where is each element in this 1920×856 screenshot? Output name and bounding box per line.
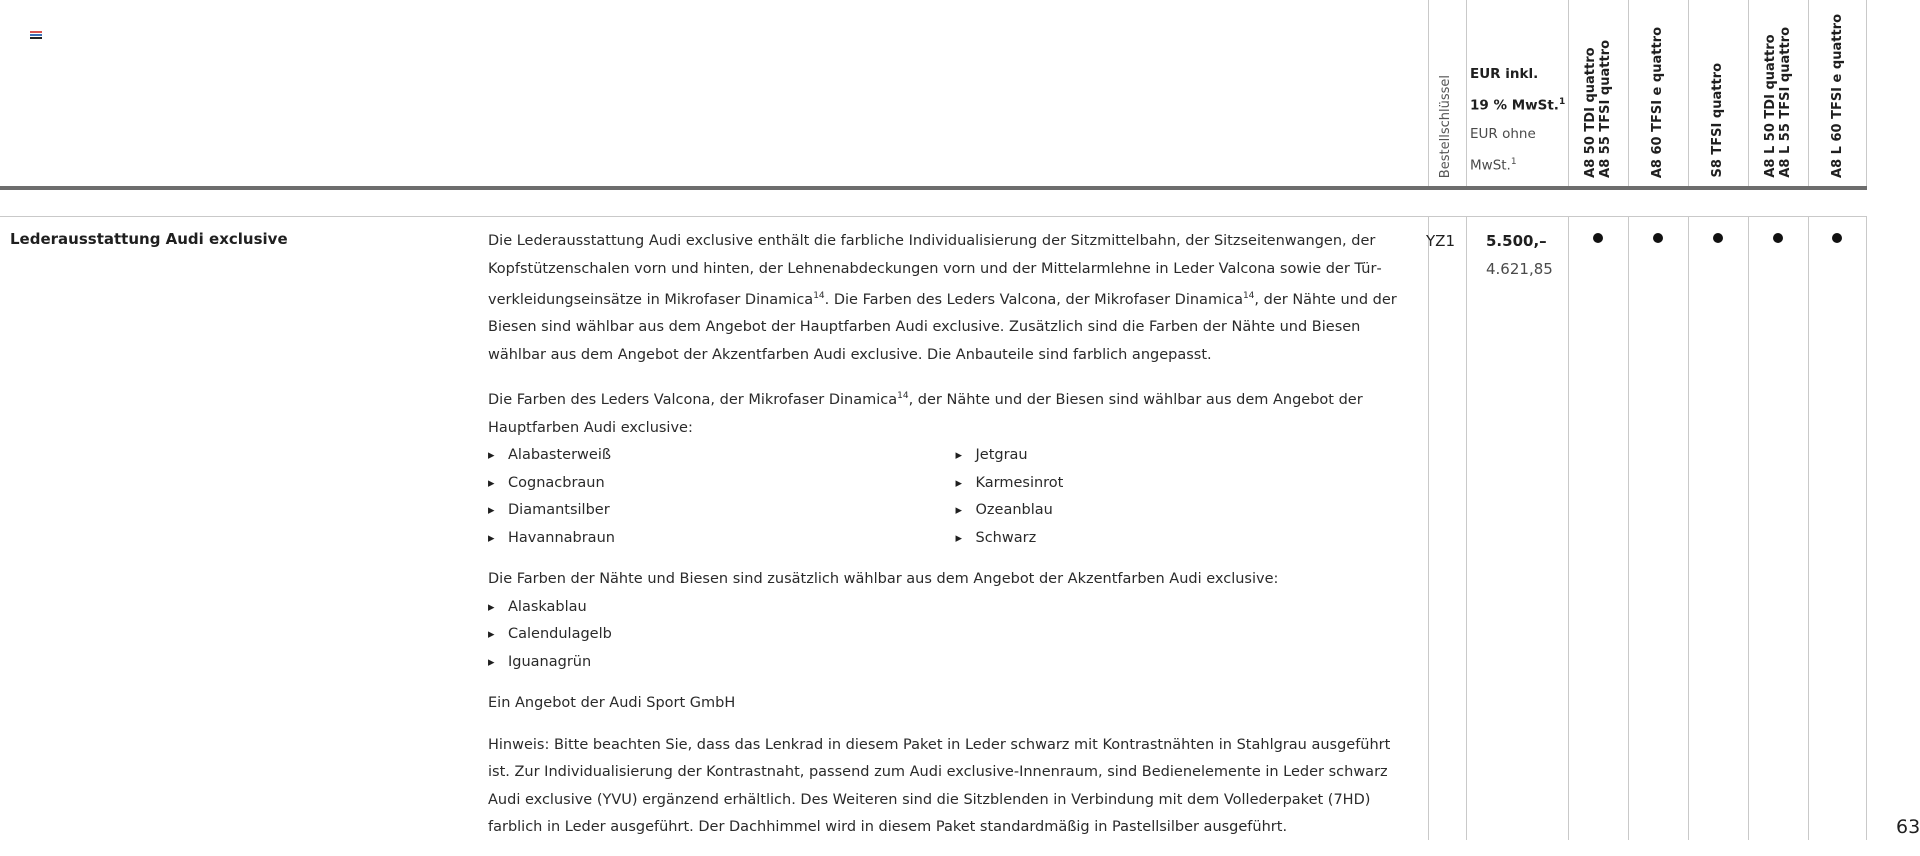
brand-logo-icon [30,31,42,41]
list-item: ▸ Diamantsilber [488,497,956,525]
description-paragraph: Die Farben des Leders Valcona, der Mikrofaser Dinamica$^{14}$, der Nähte und der Biesen sind wählbar aus dem Angebot der Hauptfarben Audi exclusive: [488,391,1363,436]
header-rule [0,186,1867,190]
main-colors-list [488,442,1423,552]
availability-dot [1653,233,1663,243]
column-header-model-5: A8 L 60 TFSI e quattro [1830,14,1845,178]
list-item: ▸ Karmesinrot [956,470,1424,498]
accent-colors-list [488,594,1423,677]
description-paragraph: Die Farben der Nähte und Biesen sind zusätzlich wählbar aus dem Angebot der Akzentfarben Audi exclusive: [488,571,1279,588]
availability-dot [1713,233,1723,243]
list-item: ▸ Ozeanblau [956,497,1424,525]
list-item: ▸ Schwarz [956,525,1424,553]
availability-dot [1832,233,1842,243]
column-header-model-4: A8 L 50 TDI quattro A8 L 55 TFSI quattro [1763,27,1793,178]
column-header-model-2: A8 60 TFSI e quattro [1650,26,1665,178]
price-values [1486,228,1553,283]
column-header-model-1: A8 50 TDI quattro A8 55 TFSI quattro [1583,40,1613,178]
row-rule [0,216,1867,217]
price-incl-vat: 5.500,– [1486,232,1547,250]
order-code: YZ1 [1426,232,1455,250]
list-item: ▸ Iguanagrün [488,649,1423,677]
column-divider [1466,0,1467,840]
column-divider [1748,0,1749,840]
list-item: ▸ Alaskablau [488,594,1423,622]
price-excl-vat: 4.621,85 [1486,259,1553,278]
description-note: Hinweis: Bitte beachten Sie, dass das Lenkrad in diesem Paket in Leder schwarz mit Kontrastnähten in Stahlgrau ausgeführt ist. Zur Individualisierung der Kontrastnaht, passend zum Audi exclusive-Innenraum, sind Bedienelemente in Leder schwarz Audi exclusive (YVU) ergänzend erhältlich. Des Weiteren sind die Sitzblenden in Verbindung mit dem Vollederpaket (7HD) farblich in Leder ausgeführt. Der Dachhimmel wird in diesem Paket standardmäßig in Pastellsilber ausgeführt. [488,736,1391,836]
column-divider [1808,0,1809,840]
description-paragraph: Ein Angebot der Audi Sport GmbH [488,695,736,712]
list-item: ▸ Alabasterweiß [488,442,956,470]
column-header-model-3: S8 TFSI quattro [1710,63,1725,178]
row-title: Lederausstattung Audi exclusive [10,230,288,248]
description-paragraph: Die Lederausstattung Audi exclusive enthält die farbliche Individualisierung der Sitzmittelbahn, der Sitzseitenwangen, der Kopfstützenschalen vorn und hinten, der Lehnenabdeckungen vorn und der Mittelarmlehne in Leder Valcona sowie der Türverkleidungseinsätze in Mikrofaser Dinamica$^{14}$. Die Farben des Leders Valcona, der Mikrofaser Dinamica$^{14}$, der Nähte und der Biesen sind wählbar aus dem Angebot der Hauptfarben Audi exclusive. Zusätzlich sind die Farben der Nähte und Biesen wählbar aus dem Angebot der Akzentfarben Audi exclusive. Die Anbauteile sind farblich angepasst. [488,233,1397,363]
availability-dot [1593,233,1603,243]
page-number: 63 [1896,816,1920,838]
list-item: ▸ Jetgrau [956,442,1424,470]
column-divider [1866,0,1867,840]
column-divider [1428,0,1429,840]
list-item: ▸ Havannabraun [488,525,956,553]
list-item: ▸ Calendulagelb [488,621,1423,649]
column-header-order-key: Bestellschlüssel [1438,74,1453,178]
column-divider [1688,0,1689,840]
row-description [488,228,1398,856]
column-divider [1628,0,1629,840]
availability-dot [1773,233,1783,243]
list-item: ▸ Cognacbraun [488,470,956,498]
column-header-price: EUR inkl. 19 % MwSt.$^1$ EUR ohne MwSt.$^1$ [1470,66,1566,174]
